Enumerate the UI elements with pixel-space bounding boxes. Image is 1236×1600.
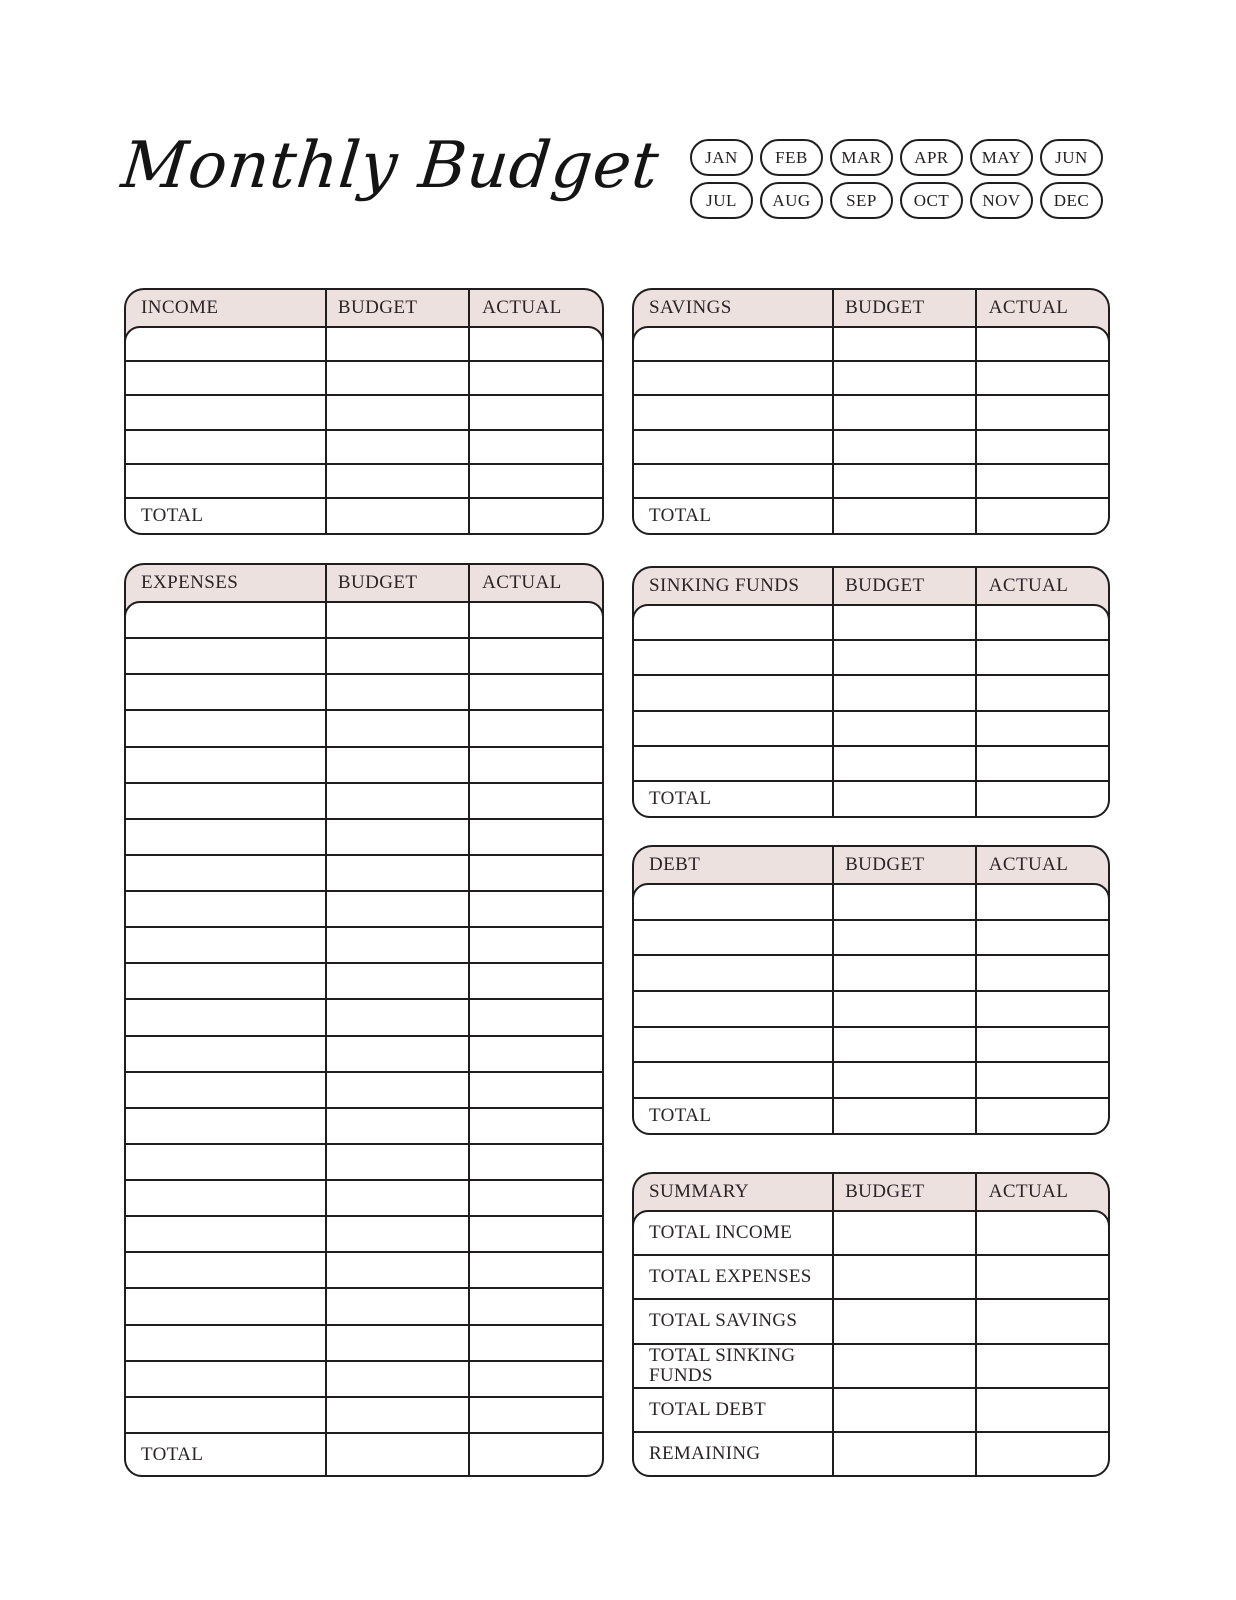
- expenses-title: EXPENSES: [141, 572, 239, 593]
- entry-row: [126, 1073, 602, 1109]
- column-divider: [975, 847, 977, 1133]
- entry-row: [126, 1145, 602, 1181]
- column-divider: [832, 847, 834, 1133]
- entry-row: [126, 1037, 602, 1073]
- entry-row: [126, 603, 602, 639]
- entry-row: [126, 639, 602, 675]
- entry-row: [634, 676, 1108, 711]
- entry-row: [126, 465, 602, 499]
- summary-row-label: REMAINING: [649, 1442, 761, 1464]
- entry-row: [634, 465, 1108, 499]
- entry-row: [634, 885, 1108, 921]
- sinking-funds-entry-rows: [634, 606, 1108, 782]
- debt-total-row: [634, 1099, 1108, 1133]
- income-table: [124, 288, 604, 535]
- entry-row: [126, 1326, 602, 1362]
- column-divider: [975, 1174, 977, 1475]
- column-divider: [832, 1174, 834, 1475]
- summary-row: [634, 1256, 1108, 1300]
- entry-row: [634, 641, 1108, 676]
- savings-total-row: [634, 499, 1108, 533]
- entry-row: [126, 431, 602, 465]
- expenses-entry-rows: [126, 603, 602, 1434]
- budget-column-header: BUDGET: [337, 297, 418, 318]
- summary-row: [634, 1300, 1108, 1344]
- entry-row: [634, 328, 1108, 362]
- expenses-table: [124, 563, 604, 1477]
- total-label: TOTAL: [649, 505, 712, 526]
- month-pill-may[interactable]: MAY: [970, 139, 1033, 176]
- entry-row: [634, 362, 1108, 396]
- actual-column-header: ACTUAL: [482, 572, 562, 593]
- entry-row: [126, 1217, 602, 1253]
- entry-row: [634, 992, 1108, 1028]
- debt-entry-rows: [634, 885, 1108, 1099]
- entry-row: [634, 606, 1108, 641]
- sinking-funds-table-header: [634, 568, 1108, 604]
- entry-row: [126, 1000, 602, 1036]
- month-pill-jul[interactable]: JUL: [690, 182, 753, 219]
- sinking-funds-title: SINKING FUNDS: [649, 575, 800, 596]
- entry-row: [126, 1253, 602, 1289]
- expenses-total-row: [126, 1434, 602, 1475]
- entry-row: [634, 1028, 1108, 1064]
- entry-row: [126, 362, 602, 396]
- debt-table-body: [632, 883, 1110, 1135]
- budget-column-header: BUDGET: [845, 854, 925, 875]
- column-divider: [832, 568, 834, 816]
- column-divider: [975, 290, 977, 533]
- month-pill-mar[interactable]: MAR: [830, 139, 893, 176]
- actual-column-header: ACTUAL: [988, 297, 1069, 318]
- month-pill-apr[interactable]: APR: [900, 139, 963, 176]
- income-total-row: [126, 499, 602, 533]
- savings-table: [632, 288, 1110, 535]
- savings-title: SAVINGS: [649, 297, 732, 318]
- entry-row: [126, 1109, 602, 1145]
- column-divider: [325, 290, 327, 533]
- expenses-table-body: [124, 601, 604, 1477]
- summary-table-body: [632, 1210, 1110, 1477]
- summary-title: SUMMARY: [649, 1181, 749, 1202]
- debt-title: DEBT: [649, 854, 701, 875]
- budget-column-header: BUDGET: [845, 575, 925, 596]
- month-pill-jun[interactable]: JUN: [1040, 139, 1103, 176]
- summary-table-header: [634, 1174, 1108, 1210]
- summary-table: [632, 1172, 1110, 1477]
- total-label: TOTAL: [649, 788, 712, 809]
- income-title: INCOME: [141, 297, 219, 318]
- column-divider: [975, 568, 977, 816]
- savings-entry-rows: [634, 328, 1108, 499]
- month-pill-sep[interactable]: SEP: [830, 182, 893, 219]
- entry-row: [126, 396, 602, 430]
- entry-row: [126, 964, 602, 1000]
- sinking-funds-table: [632, 566, 1110, 818]
- savings-table-header: [634, 290, 1108, 326]
- income-table-header: [126, 290, 602, 326]
- month-selector: [690, 139, 1103, 219]
- entry-row: [634, 747, 1108, 782]
- page-title: Monthly Budget: [118, 129, 663, 203]
- entry-row: [126, 711, 602, 747]
- entry-row: [126, 1398, 602, 1434]
- entry-row: [126, 328, 602, 362]
- savings-table-body: [632, 326, 1110, 535]
- column-divider: [468, 290, 470, 533]
- total-label: TOTAL: [649, 1105, 712, 1126]
- entry-row: [634, 431, 1108, 465]
- entry-row: [126, 856, 602, 892]
- entry-row: [634, 1063, 1108, 1099]
- budget-column-header: BUDGET: [337, 572, 418, 593]
- month-pill-nov[interactable]: NOV: [970, 182, 1033, 219]
- entry-row: [126, 928, 602, 964]
- month-pill-aug[interactable]: AUG: [760, 182, 823, 219]
- expenses-table-header: [126, 565, 602, 601]
- summary-row-label: TOTAL EXPENSES: [649, 1266, 812, 1288]
- budget-column-header: BUDGET: [845, 1181, 925, 1202]
- column-divider: [325, 565, 327, 1475]
- entry-row: [634, 956, 1108, 992]
- column-divider: [832, 290, 834, 533]
- summary-row-label: TOTAL DEBT: [649, 1398, 767, 1420]
- debt-table-header: [634, 847, 1108, 883]
- budget-column-header: BUDGET: [845, 297, 925, 318]
- entry-row: [126, 820, 602, 856]
- entry-row: [126, 1181, 602, 1217]
- entry-row: [126, 675, 602, 711]
- summary-row: [634, 1389, 1108, 1433]
- summary-row: [634, 1433, 1108, 1475]
- sinking-funds-table-body: [632, 604, 1110, 818]
- entry-row: [126, 1289, 602, 1325]
- income-entry-rows: [126, 328, 602, 499]
- debt-table: [632, 845, 1110, 1135]
- sinking-funds-total-row: [634, 782, 1108, 816]
- summary-row: [634, 1345, 1108, 1389]
- summary-row-label: TOTAL INCOME: [649, 1222, 792, 1244]
- entry-row: [634, 921, 1108, 957]
- actual-column-header: ACTUAL: [988, 1181, 1069, 1202]
- total-label: TOTAL: [141, 505, 204, 526]
- actual-column-header: ACTUAL: [482, 297, 562, 318]
- entry-row: [126, 892, 602, 928]
- actual-column-header: ACTUAL: [988, 854, 1069, 875]
- summary-row: [634, 1212, 1108, 1256]
- month-pill-feb[interactable]: FEB: [760, 139, 823, 176]
- entry-row: [634, 712, 1108, 747]
- income-table-body: [124, 326, 604, 535]
- entry-row: [126, 784, 602, 820]
- entry-row: [126, 1362, 602, 1398]
- summary-row-label: TOTAL SAVINGS: [649, 1310, 798, 1332]
- month-pill-jan[interactable]: JAN: [690, 139, 753, 176]
- entry-row: [634, 396, 1108, 430]
- month-pill-oct[interactable]: OCT: [900, 182, 963, 219]
- total-label: TOTAL: [141, 1443, 204, 1465]
- summary-row-label: TOTAL SINKING FUNDS: [649, 1344, 796, 1386]
- entry-row: [126, 748, 602, 784]
- actual-column-header: ACTUAL: [988, 575, 1069, 596]
- column-divider: [468, 565, 470, 1475]
- month-pill-dec[interactable]: DEC: [1040, 182, 1103, 219]
